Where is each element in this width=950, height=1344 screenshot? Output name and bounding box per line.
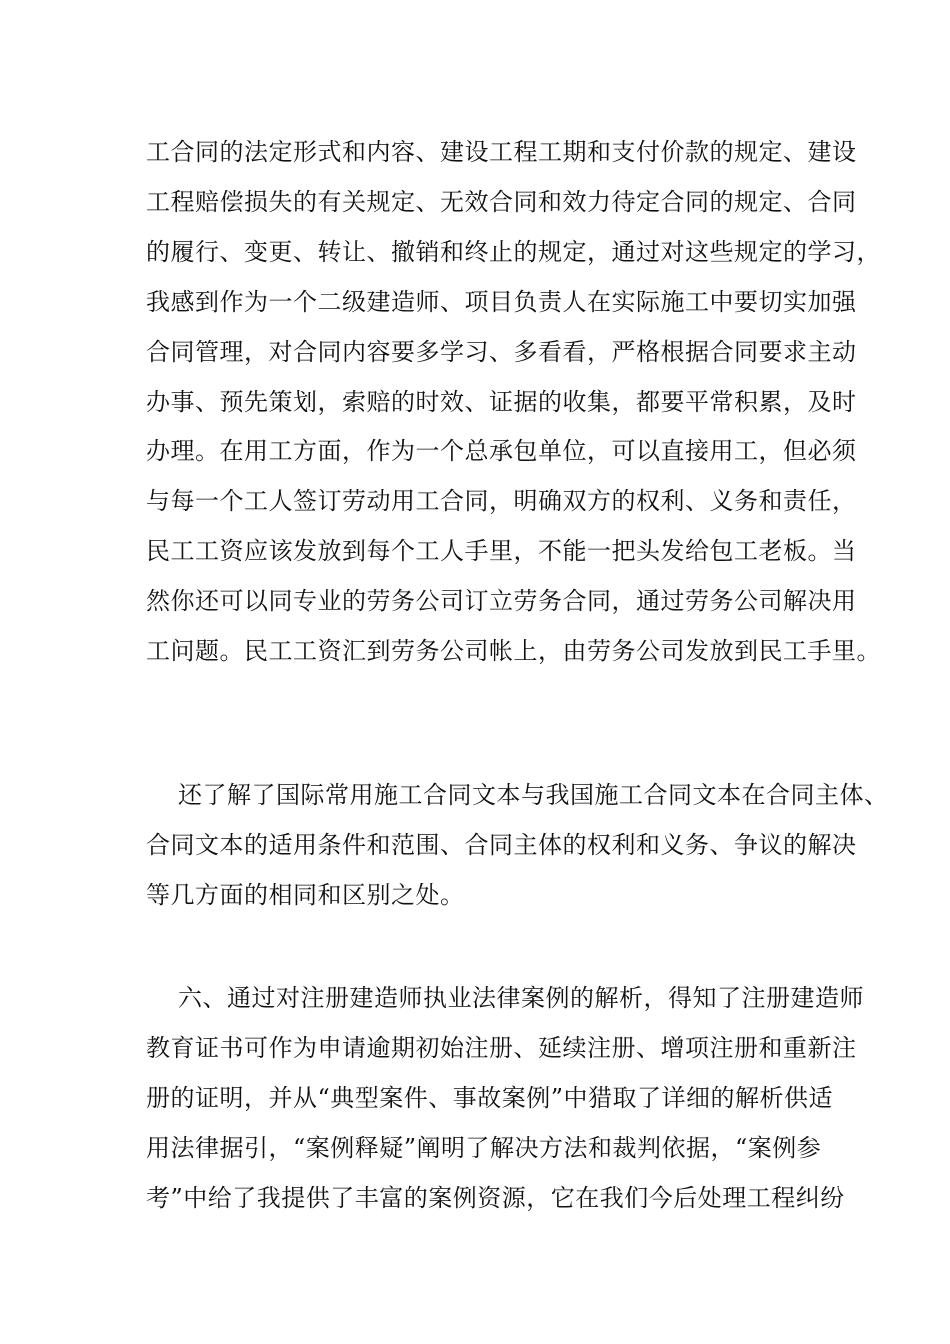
text-line: 然你还可以同专业的劳务公司订立劳务合同，通过劳务公司解决用 <box>146 587 857 615</box>
text-line: 合同文本的适用条件和范围、合同主体的权利和义务、争议的解决 <box>146 831 857 859</box>
text-line: 工程赔偿损失的有关规定、无效合同和效力待定合同的规定、合同 <box>146 188 857 216</box>
text-line: 等几方面的相同和区别之处。 <box>146 881 465 909</box>
text-line: 办事、预先策划，索赔的时效、证据的收集，都要平常积累，及时 <box>146 388 857 416</box>
text-line: 办理。在用工方面，作为一个总承包单位，可以直接用工，但必须 <box>146 437 857 465</box>
text-line: 工问题。民工工资汇到劳务公司帐上，由劳务公司发放到民工手里。 <box>146 637 881 665</box>
text-line: 教育证书可作为申请逾期初始注册、延续注册、增项注册和重新注 <box>146 1034 857 1062</box>
text-line: 还了解了国际常用施工合同文本与我国施工合同文本在合同主体、 <box>178 781 889 809</box>
text-line: 工合同的法定形式和内容、建设工程工期和支付价款的规定、建设 <box>146 138 857 166</box>
text-line: 与每一个工人签订劳动用工合同，明确双方的权利、义务和责任， <box>146 487 857 515</box>
text-line: 的履行、变更、转让、撤销和终止的规定，通过对这些规定的学习， <box>146 238 881 266</box>
text-line: 合同管理，对合同内容要多学习、多看看，严格根据合同要求主动 <box>146 338 857 366</box>
text-line: 用法律据引，“案例释疑”阐明了解决方法和裁判依据，“案例参 <box>146 1134 822 1162</box>
text-line: 考”中给了我提供了丰富的案例资源，它在我们今后处理工程纠纷 <box>146 1184 845 1212</box>
text-line: 民工工资应该发放到每个工人手里，不能一把头发给包工老板。当 <box>146 537 857 565</box>
text-line: 册的证明，并从“典型案件、事故案例”中猎取了详细的解析供适 <box>146 1084 834 1112</box>
text-line: 我感到作为一个二级建造师、项目负责人在实际施工中要切实加强 <box>146 288 857 316</box>
text-line: 六、通过对注册建造师执业法律案例的解析，得知了注册建造师 <box>178 984 864 1012</box>
